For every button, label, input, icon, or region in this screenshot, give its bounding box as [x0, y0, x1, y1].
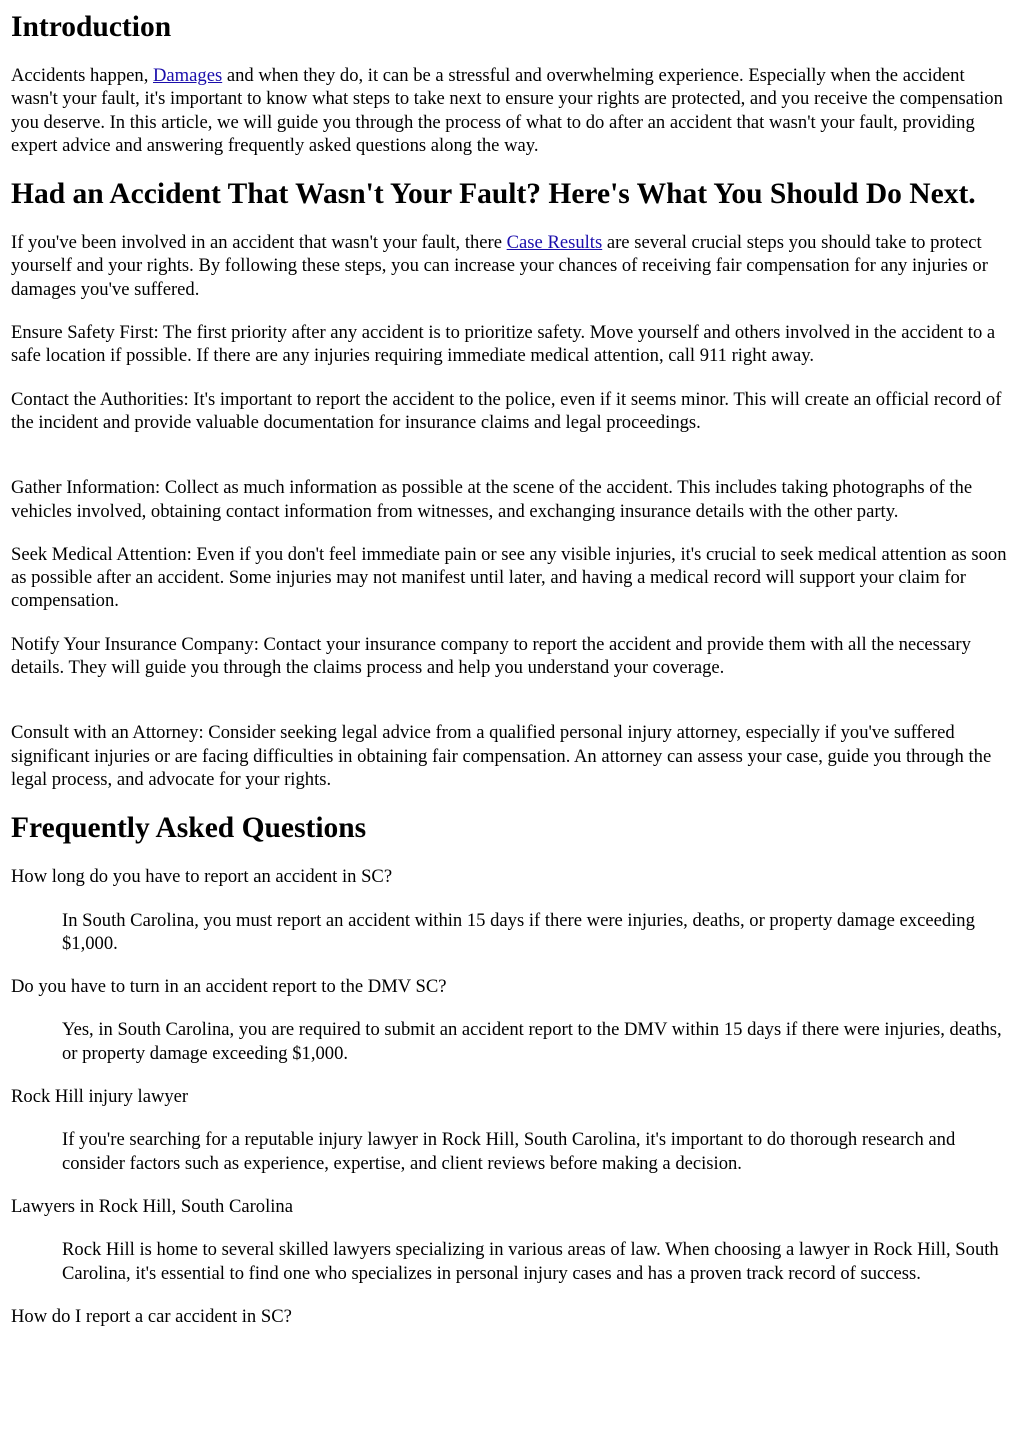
faq-question: Lawyers in Rock Hill, South Carolina [11, 1195, 293, 1217]
step-ensure-safety: Ensure Safety First: The first priority after any accident is to prioritize safety. Move yourself and others involved in the accident to a safe location if possible. If there are any injuries requiring immediate medical attention, call 911 right away. [11, 322, 996, 367]
faq-answer: In South Carolina, you must report an accident within 15 days if there were injuries, deaths, or property damage exceeding $1,000. [62, 909, 975, 954]
intro-paragraph [11, 64, 1010, 157]
faq-answer: If you're searching for a reputable injury lawyer in Rock Hill, South Carolina, it's important to do thorough research and consider factors such as experience, expertise, and client reviews before making a decision. [62, 1129, 956, 1174]
damages-link[interactable]: Damages [153, 65, 223, 86]
introduction-heading: Introduction [11, 11, 172, 43]
steps-text-end: are several crucial steps you should take to protect yourself and your rights. By following these steps, you can increase your chances of receiving fair compensation for any injuries or damages you've suffered. [11, 232, 988, 300]
step-contact-authorities: Contact the Authorities: It's important to report the accident to the police, even if it seems minor. This will create an official record of the incident and provide valuable documentation for insurance claims and legal proceedings. [11, 388, 1002, 433]
step-gather-information: Gather Information: Collect as much information as possible at the scene of the accident. This includes taking photographs of the vehicles involved, obtaining contact information from witnesses, and exchanging insurance details with the other party. [11, 477, 973, 522]
faq-answer: Yes, in South Carolina, you are required to submit an accident report to the DMV within 15 days if there were injuries, deaths, or property damage exceeding $1,000. [62, 1019, 1002, 1064]
step-notify-insurance: Notify Your Insurance Company: Contact your insurance company to report the accident and provide them with all the necessary details. They will guide you through the claims process and help you understand your coverage. [11, 633, 971, 679]
intro-text-end: and when they do, it can be a stressful and overwhelming experience. Especially when the accident wasn't your fault, it's important to know what steps to take next to ensure your rights are protected, and you receive the compensation you deserve. In this article, we will guide you through the process of what to do after an accident that wasn't your fault, providing expert advice and answering frequently asked questions along the way. [11, 65, 1003, 156]
faq-question: How do I report a car accident in SC? [11, 1305, 292, 1327]
faq-question: Rock Hill injury lawyer [11, 1086, 189, 1108]
steps-text-start: If you've been involved in an accident that wasn't your fault, there [11, 232, 507, 254]
faq-heading: Frequently Asked Questions [11, 812, 367, 845]
accident-steps-heading: Had an Accident That Wasn't Your Fault? Here's What You Should Do Next. [11, 178, 976, 211]
steps-intro-paragraph [11, 231, 1010, 301]
case-results-link[interactable]: Case Results [506, 232, 603, 254]
faq-question: How long do you have to report an accident in SC? [11, 866, 393, 888]
faq-answer: Rock Hill is home to several skilled lawyers specializing in various areas of law. When choosing a lawyer in Rock Hill, South Carolina, it's essential to find one who specializes in personal injury cases and has a proven track record of success. [62, 1239, 999, 1284]
step-seek-medical: Seek Medical Attention: Even if you don't feel immediate pain or see any visible injuries, it's crucial to seek medical attention as soon as possible after an accident. Some injuries may not manifest until later, and having a medical record will support your claim for compensation. [11, 543, 1007, 612]
intro-text-start: Accidents happen, [11, 65, 153, 86]
faq-question: Do you have to turn in an accident report to the DMV SC? [11, 976, 447, 998]
step-consult-attorney: Consult with an Attorney: Consider seeking legal advice from a qualified personal injury attorney, especially if you've suffered significant injuries or are facing difficulties in obtaining fair compensation. An attorney can assess your case, guide you through the legal process, and advocate for your rights. [11, 722, 992, 790]
